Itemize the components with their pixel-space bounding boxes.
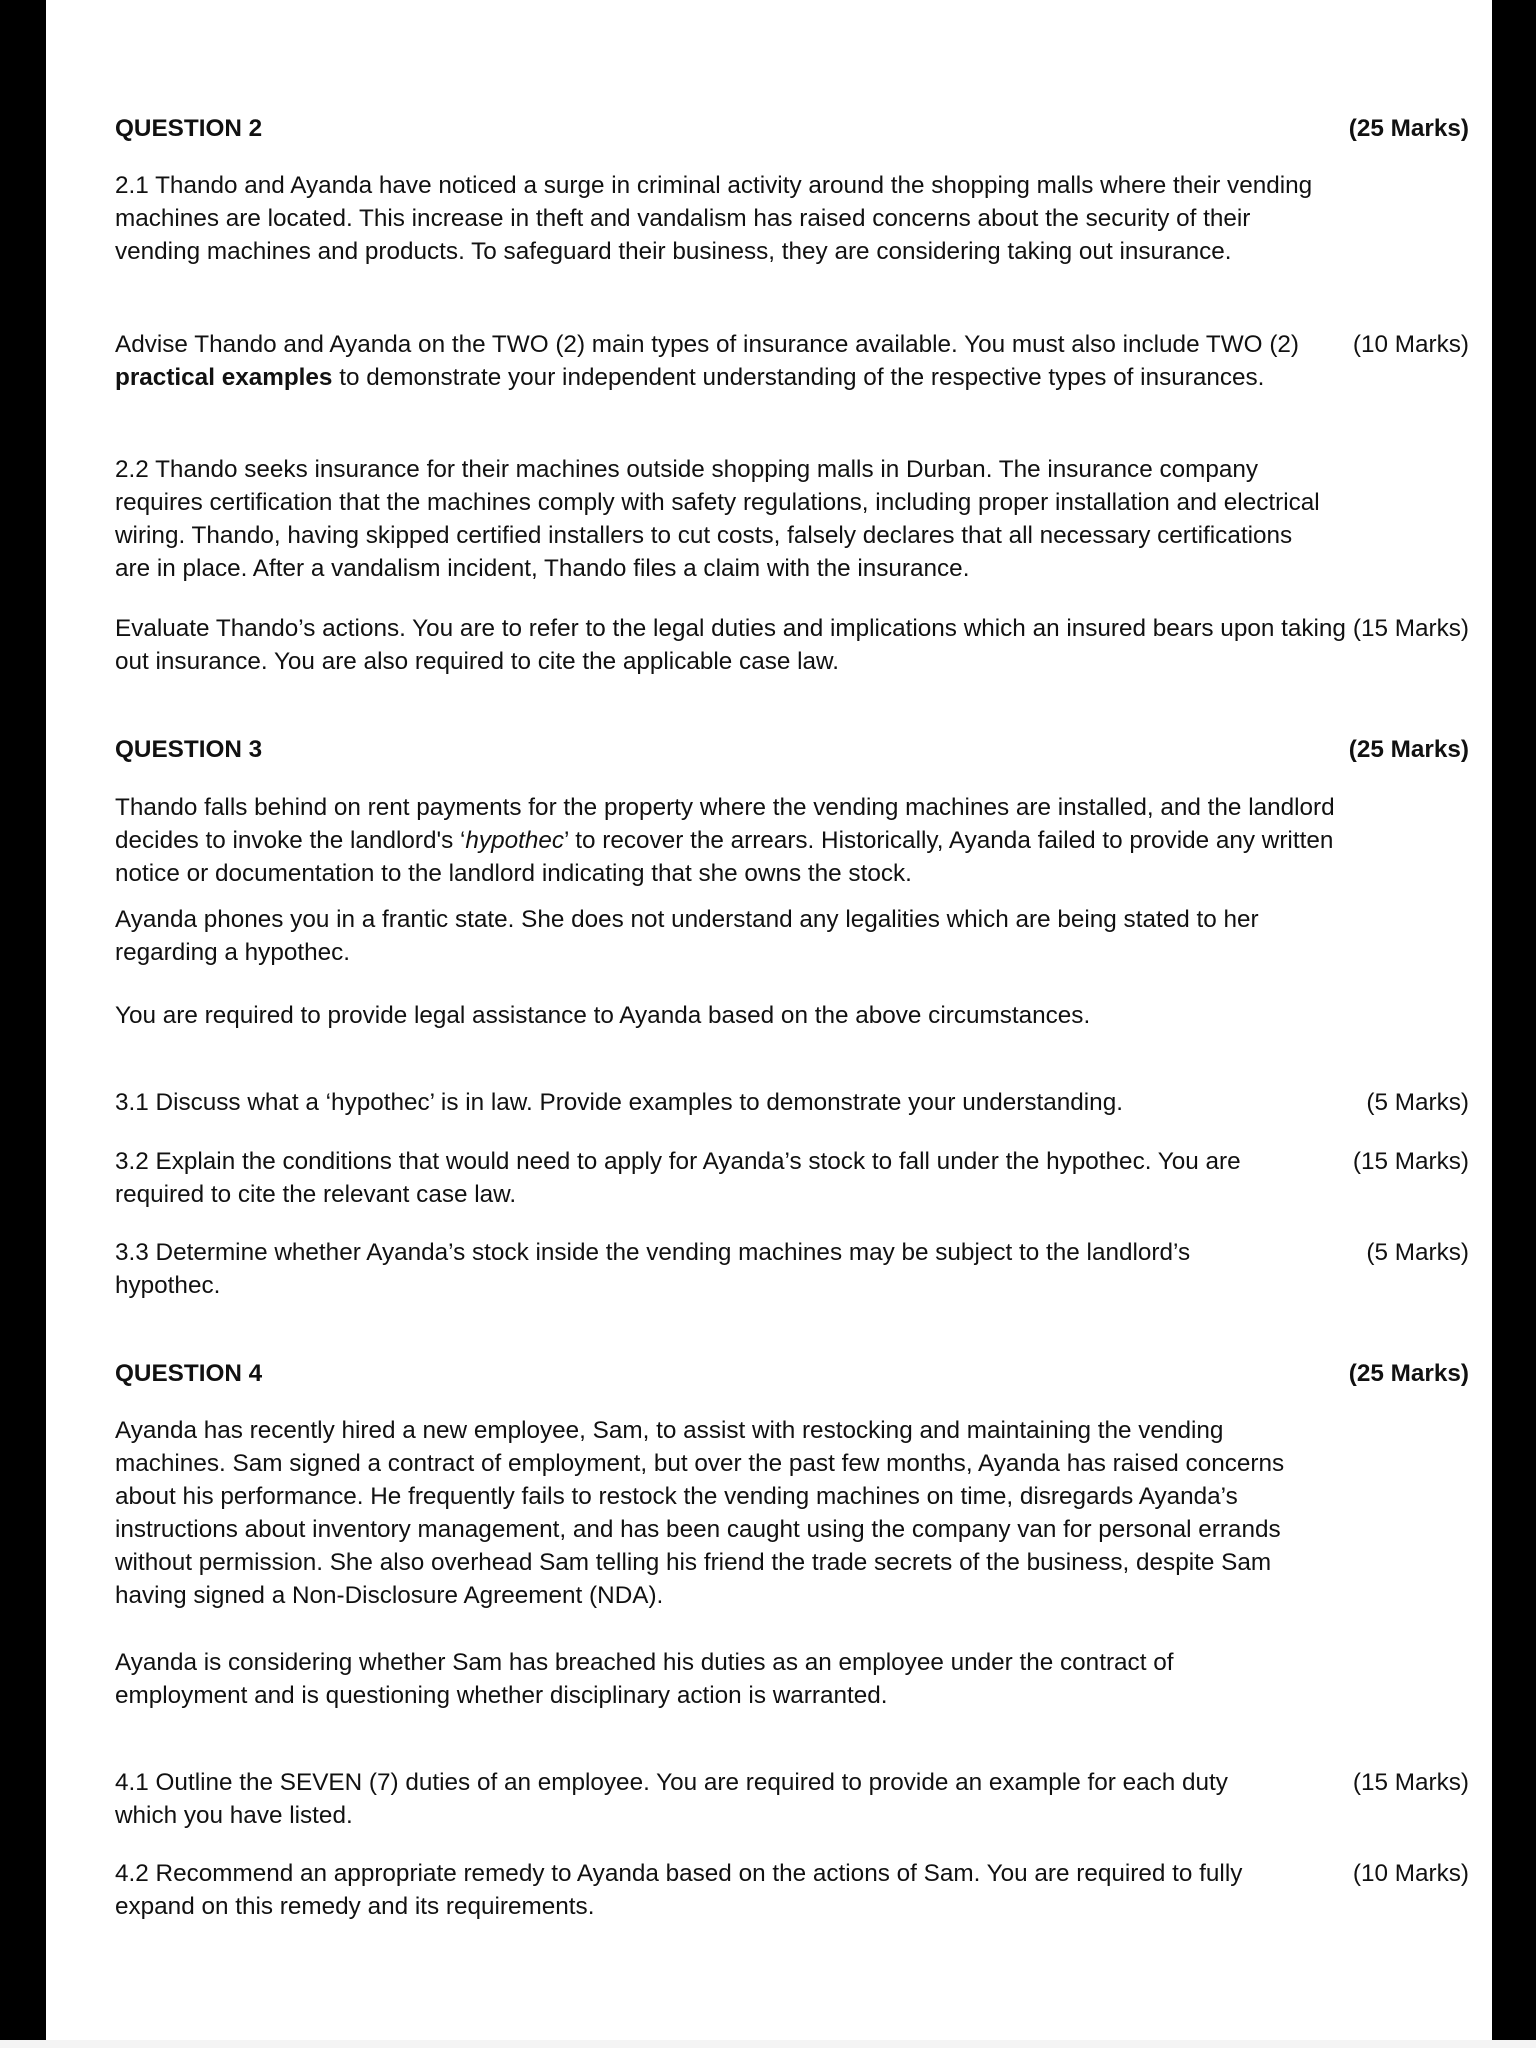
q3-subquestion-3-3: 3.3 Determine whether Ayanda’s stock inside the vending machines may be subject to the landlord’s hypothec. bbox=[115, 1239, 1191, 1299]
q3-p1-italic: hypothec bbox=[465, 827, 565, 854]
question-3-heading: QUESTION 3 bbox=[115, 736, 263, 763]
q3-paragraph-2: Ayanda phones you in a frantic state. She does not understand any legalities which are being stated to her regarding a hypothec. bbox=[115, 906, 1259, 966]
document-page bbox=[46, 0, 1492, 2048]
q3-subquestion-3-2-marks: (15 Marks) bbox=[1352, 1148, 1469, 1175]
q2-advise-marks: (10 Marks) bbox=[1352, 331, 1469, 358]
question-2-heading: QUESTION 2 bbox=[115, 115, 263, 142]
q2-paragraph-2-2: 2.2 Thando seeks insurance for their machines outside shopping malls in Durban. The insurance company requires certification that the machines comply with safety regulations, including proper installation and electrical wiring. Thando, having skipped certified installers to cut costs, falsely declares that all necessary certifications are in place. After a vandalism incident, Thando files a claim with the insurance. bbox=[115, 456, 1320, 582]
q3-p1-text: Thando falls behind on rent payments for the property where the vending machines are installed, and the landlord decides to invoke the landlord's ‘ bbox=[115, 794, 1335, 854]
q4-subquestion-4-2-marks: (10 Marks) bbox=[1352, 1860, 1469, 1887]
question-4-heading: QUESTION 4 bbox=[115, 1360, 263, 1387]
q2-evaluate-marks: (15 Marks) bbox=[1352, 615, 1469, 642]
q4-subquestion-4-1: 4.1 Outline the SEVEN (7) duties of an employee. You are required to provide an example for each duty which you have listed. bbox=[115, 1769, 1228, 1829]
q3-subquestion-3-1-marks: (5 Marks) bbox=[1366, 1089, 1469, 1116]
q3-subquestion-3-2: 3.2 Explain the conditions that would need to apply for Ayanda’s stock to fall under the hypothec. You are required to cite the relevant case law. bbox=[115, 1148, 1241, 1208]
bottom-edge bbox=[0, 2040, 1536, 2048]
q2-paragraph-2-1: 2.1 Thando and Ayanda have noticed a surge in criminal activity around the shopping malls where their vending machines are located. This increase in theft and vandalism has raised concerns about the security of their vending machines and products. To safeguard their business, they are considering taking out insurance. bbox=[115, 172, 1313, 265]
q4-subquestion-4-1-marks: (15 Marks) bbox=[1352, 1769, 1469, 1796]
q3-paragraph-1 bbox=[115, 791, 1335, 890]
question-3-marks: (25 Marks) bbox=[1348, 736, 1469, 763]
q4-subquestion-4-2: 4.2 Recommend an appropriate remedy to Ayanda based on the actions of Sam. You are required to fully expand on this remedy and its requirements. bbox=[115, 1860, 1243, 1920]
q3-subquestion-3-1: 3.1 Discuss what a ‘hypothec’ is in law. Provide examples to demonstrate your understanding. bbox=[115, 1089, 1123, 1116]
q3-p1-text-end: ’ to recover the arrears. Historically, Ayanda failed to provide any written notice or documentation to the landlord indicating that she owns the stock. bbox=[115, 827, 1334, 887]
question-4-marks: (25 Marks) bbox=[1348, 1360, 1469, 1387]
q2-advise-text: Advise Thando and Ayanda on the TWO (2) main types of insurance available. You must also include TWO (2) bbox=[115, 331, 1300, 358]
q2-advise-bold: practical examples bbox=[115, 364, 333, 391]
q3-subquestion-3-3-marks: (5 Marks) bbox=[1366, 1239, 1469, 1266]
question-2-marks: (25 Marks) bbox=[1348, 115, 1469, 142]
q2-evaluate-paragraph: Evaluate Thando’s actions. You are to refer to the legal duties and implications which an insured bears upon taking out insurance. You are also required to cite the applicable case law. bbox=[115, 615, 1346, 675]
q2-advise-text-end: to demonstrate your independent understanding of the respective types of insurances. bbox=[332, 364, 1265, 391]
q4-paragraph-2: Ayanda is considering whether Sam has breached his duties as an employee under the contract of employment and is questioning whether disciplinary action is warranted. bbox=[115, 1649, 1174, 1709]
q4-paragraph-1: Ayanda has recently hired a new employee, Sam, to assist with restocking and maintaining the vending machines. Sam signed a contract of employment, but over the past few months, Ayanda has raised concerns about his performance. He frequently fails to restock the vending machines on time, disregards Ayanda’s instructions about inventory management, and has been caught using the company van for personal errands without permission. She also overhead Sam telling his friend the trade secrets of the business, despite Sam having signed a Non-Disclosure Agreement (NDA). bbox=[115, 1417, 1285, 1609]
q2-advise-paragraph bbox=[115, 328, 1320, 394]
q3-paragraph-3: You are required to provide legal assistance to Ayanda based on the above circumstances. bbox=[115, 1002, 1091, 1029]
